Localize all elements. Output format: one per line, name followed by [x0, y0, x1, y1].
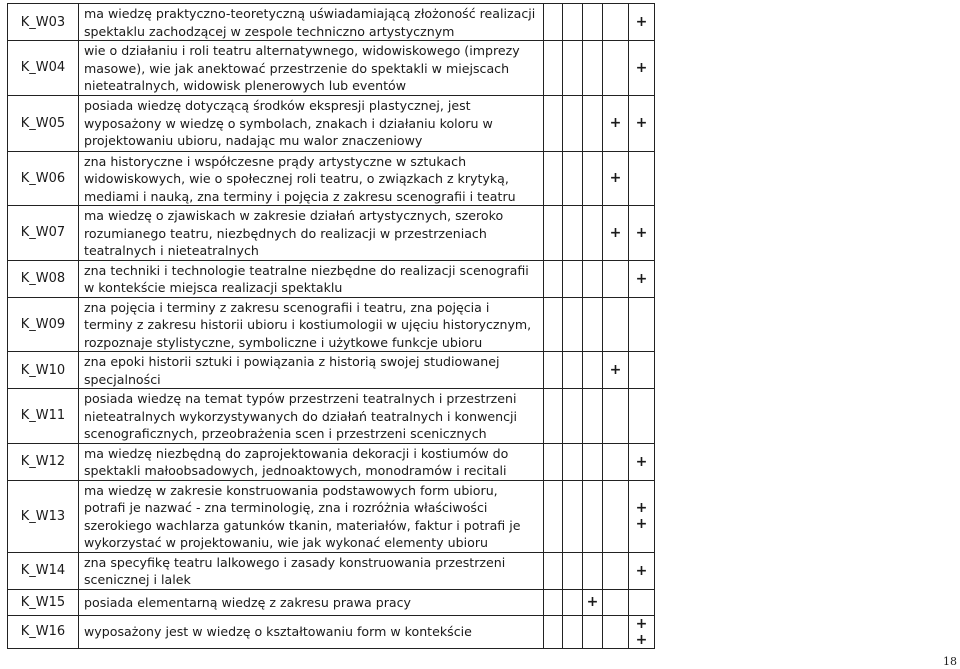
table-row — [8, 389, 655, 444]
mark-cell — [583, 297, 603, 352]
outcome-code: K_W05 — [8, 95, 79, 151]
mark-cell — [544, 480, 563, 552]
mark-cell — [544, 260, 563, 297]
mark-cell: + — [629, 206, 655, 261]
outcome-description: posiada wiedzę na temat typów przestrzeni teatralnych i przestrzeni nieteatralnych wykorzystywanych do działań teatralnych i konwencji scenograficznych, przeobrażenia scen i przestrzeni scenicznych — [79, 389, 544, 444]
table-row — [8, 260, 655, 297]
mark-cell — [544, 552, 563, 589]
outcome-code: K_W06 — [8, 151, 79, 206]
mark-cell — [544, 589, 563, 615]
outcome-description: wyposażony jest w wiedzę o kształtowaniu form w kontekście — [79, 615, 544, 648]
mark-cell — [603, 443, 629, 480]
mark-cell — [563, 95, 583, 151]
mark-cell: + — [583, 589, 603, 615]
outcome-description: zna pojęcia i terminy z zakresu scenografii i teatru, zna pojęcia i terminy z zakresu historii ubioru i kostiumologii w ujęciu historycznym, rozpoznaje stylistyczne, symboliczne i użytkowe funkcje ubioru — [79, 297, 544, 352]
mark-cell — [629, 352, 655, 389]
mark-cell — [583, 480, 603, 552]
mark-cell — [563, 297, 583, 352]
mark-cell — [544, 615, 563, 648]
outcome-code: K_W16 — [8, 615, 79, 648]
outcome-description: posiada elementarną wiedzę z zakresu prawa pracy — [79, 589, 544, 615]
mark-cell — [583, 95, 603, 151]
mark-cell — [583, 352, 603, 389]
mark-cell: + — [603, 151, 629, 206]
mark-cell — [563, 389, 583, 444]
mark-cell — [629, 389, 655, 444]
mark-cell: + — [629, 41, 655, 96]
table-row — [8, 480, 655, 552]
outcome-code: K_W12 — [8, 443, 79, 480]
mark-cell — [629, 297, 655, 352]
mark-cell — [563, 206, 583, 261]
mark-cell — [583, 443, 603, 480]
outcome-code: K_W11 — [8, 389, 79, 444]
mark-cell — [603, 589, 629, 615]
mark-cell — [563, 480, 583, 552]
outcome-code: K_W14 — [8, 552, 79, 589]
table-row — [8, 589, 655, 615]
mark-cell — [583, 552, 603, 589]
table-row — [8, 297, 655, 352]
outcome-code: K_W03 — [8, 4, 79, 41]
mark-cell — [629, 589, 655, 615]
mark-cell: + — [603, 352, 629, 389]
table-row — [8, 615, 655, 648]
outcome-code: K_W15 — [8, 589, 79, 615]
mark-cell — [603, 260, 629, 297]
mark-cell — [629, 151, 655, 206]
mark-cell — [603, 480, 629, 552]
mark-cell — [583, 389, 603, 444]
mark-cell — [544, 95, 563, 151]
mark-cell — [544, 389, 563, 444]
mark-cell: + — [629, 95, 655, 151]
table-row — [8, 151, 655, 206]
mark-cell: + — [629, 552, 655, 589]
table-row — [8, 41, 655, 96]
mark-cell: + — [603, 206, 629, 261]
mark-cell — [544, 151, 563, 206]
outcome-description: zna techniki i technologie teatralne niezbędne do realizacji scenografii w kontekście miejsca realizacji spektaklu — [79, 260, 544, 297]
mark-cell: + — [629, 260, 655, 297]
mark-cell — [544, 297, 563, 352]
mark-cell — [603, 615, 629, 648]
mark-cell: + — [603, 95, 629, 151]
mark-cell — [563, 615, 583, 648]
mark-cell: + — [629, 4, 655, 41]
mark-cell — [563, 151, 583, 206]
outcome-code: K_W08 — [8, 260, 79, 297]
outcome-description: ma wiedzę niezbędną do zaprojektowania dekoracji i kostiumów do spektakli małoobsadowych, jednoaktowych, monodramów i recitali — [79, 443, 544, 480]
mark-cell — [583, 41, 603, 96]
table-row — [8, 552, 655, 589]
mark-cell — [544, 443, 563, 480]
outcome-description: zna historyczne i współczesne prądy artystyczne w sztukach widowiskowych, wie o społecznej roli teatru, o związkach z krytyką, mediami i nauką, zna terminy i pojęcia z zakresu scenografii i teatru — [79, 151, 544, 206]
mark-cell — [603, 297, 629, 352]
table-row — [8, 443, 655, 480]
mark-cell — [544, 41, 563, 96]
outcome-code: K_W07 — [8, 206, 79, 261]
page-number: 18 — [943, 655, 957, 668]
mark-cell — [583, 206, 603, 261]
mark-cell — [603, 389, 629, 444]
learning-outcomes-table — [7, 3, 655, 649]
mark-cell — [563, 352, 583, 389]
mark-cell: + — [629, 443, 655, 480]
learning-outcomes-table-wrapper — [7, 3, 655, 649]
outcome-code: K_W10 — [8, 352, 79, 389]
mark-cell — [544, 206, 563, 261]
outcome-description: ma wiedzę o zjawiskach w zakresie działań artystycznych, szeroko rozumianego teatru, niezbędnych do realizacji w przestrzeniach teatralnych i nieteatralnych — [79, 206, 544, 261]
mark-cell — [563, 443, 583, 480]
mark-cell — [563, 41, 583, 96]
mark-cell — [563, 4, 583, 41]
outcome-code: K_W04 — [8, 41, 79, 96]
mark-cell — [583, 151, 603, 206]
mark-cell: + + — [629, 615, 655, 648]
mark-cell — [603, 4, 629, 41]
mark-cell — [563, 552, 583, 589]
outcome-description: zna specyfikę teatru lalkowego i zasady konstruowania przestrzeni scenicznej i lalek — [79, 552, 544, 589]
outcome-description: ma wiedzę praktyczno-teoretyczną uświadamiającą złożoność realizacji spektaklu zachodzącej w zespole techniczno artystycznym — [79, 4, 544, 41]
table-row — [8, 95, 655, 151]
outcome-description: posiada wiedzę dotyczącą środków ekspresji plastycznej, jest wyposażony w wiedzę o symbolach, znakach i działaniu koloru w projektowaniu ubioru, nadając mu walor znaczeniowy — [79, 95, 544, 151]
mark-cell — [544, 4, 563, 41]
outcome-description: zna epoki historii sztuki i powiązania z historią swojej studiowanej specjalności — [79, 352, 544, 389]
table-row — [8, 352, 655, 389]
outcome-description: wie o działaniu i roli teatru alternatywnego, widowiskowego (imprezy masowe), wie jak anektować przestrzenie do spektakli w miejscach nieteatralnych, widowisk plenerowych lub eventów — [79, 41, 544, 96]
outcome-code: K_W09 — [8, 297, 79, 352]
mark-cell — [583, 260, 603, 297]
table-row — [8, 4, 655, 41]
mark-cell — [603, 552, 629, 589]
mark-cell: + + — [629, 480, 655, 552]
mark-cell — [563, 589, 583, 615]
outcome-description: ma wiedzę w zakresie konstruowania podstawowych form ubioru, potrafi je nazwać - zna terminologię, zna i rozróżnia właściwości szerokiego wachlarza gatunków tkanin, materiałów, faktur i potrafi je wykorzystać w projektowaniu, wie jak wykonać elementy ubioru — [79, 480, 544, 552]
table-row — [8, 206, 655, 261]
mark-cell — [583, 4, 603, 41]
outcome-code: K_W13 — [8, 480, 79, 552]
mark-cell — [563, 260, 583, 297]
mark-cell — [583, 615, 603, 648]
mark-cell — [603, 41, 629, 96]
mark-cell — [544, 352, 563, 389]
